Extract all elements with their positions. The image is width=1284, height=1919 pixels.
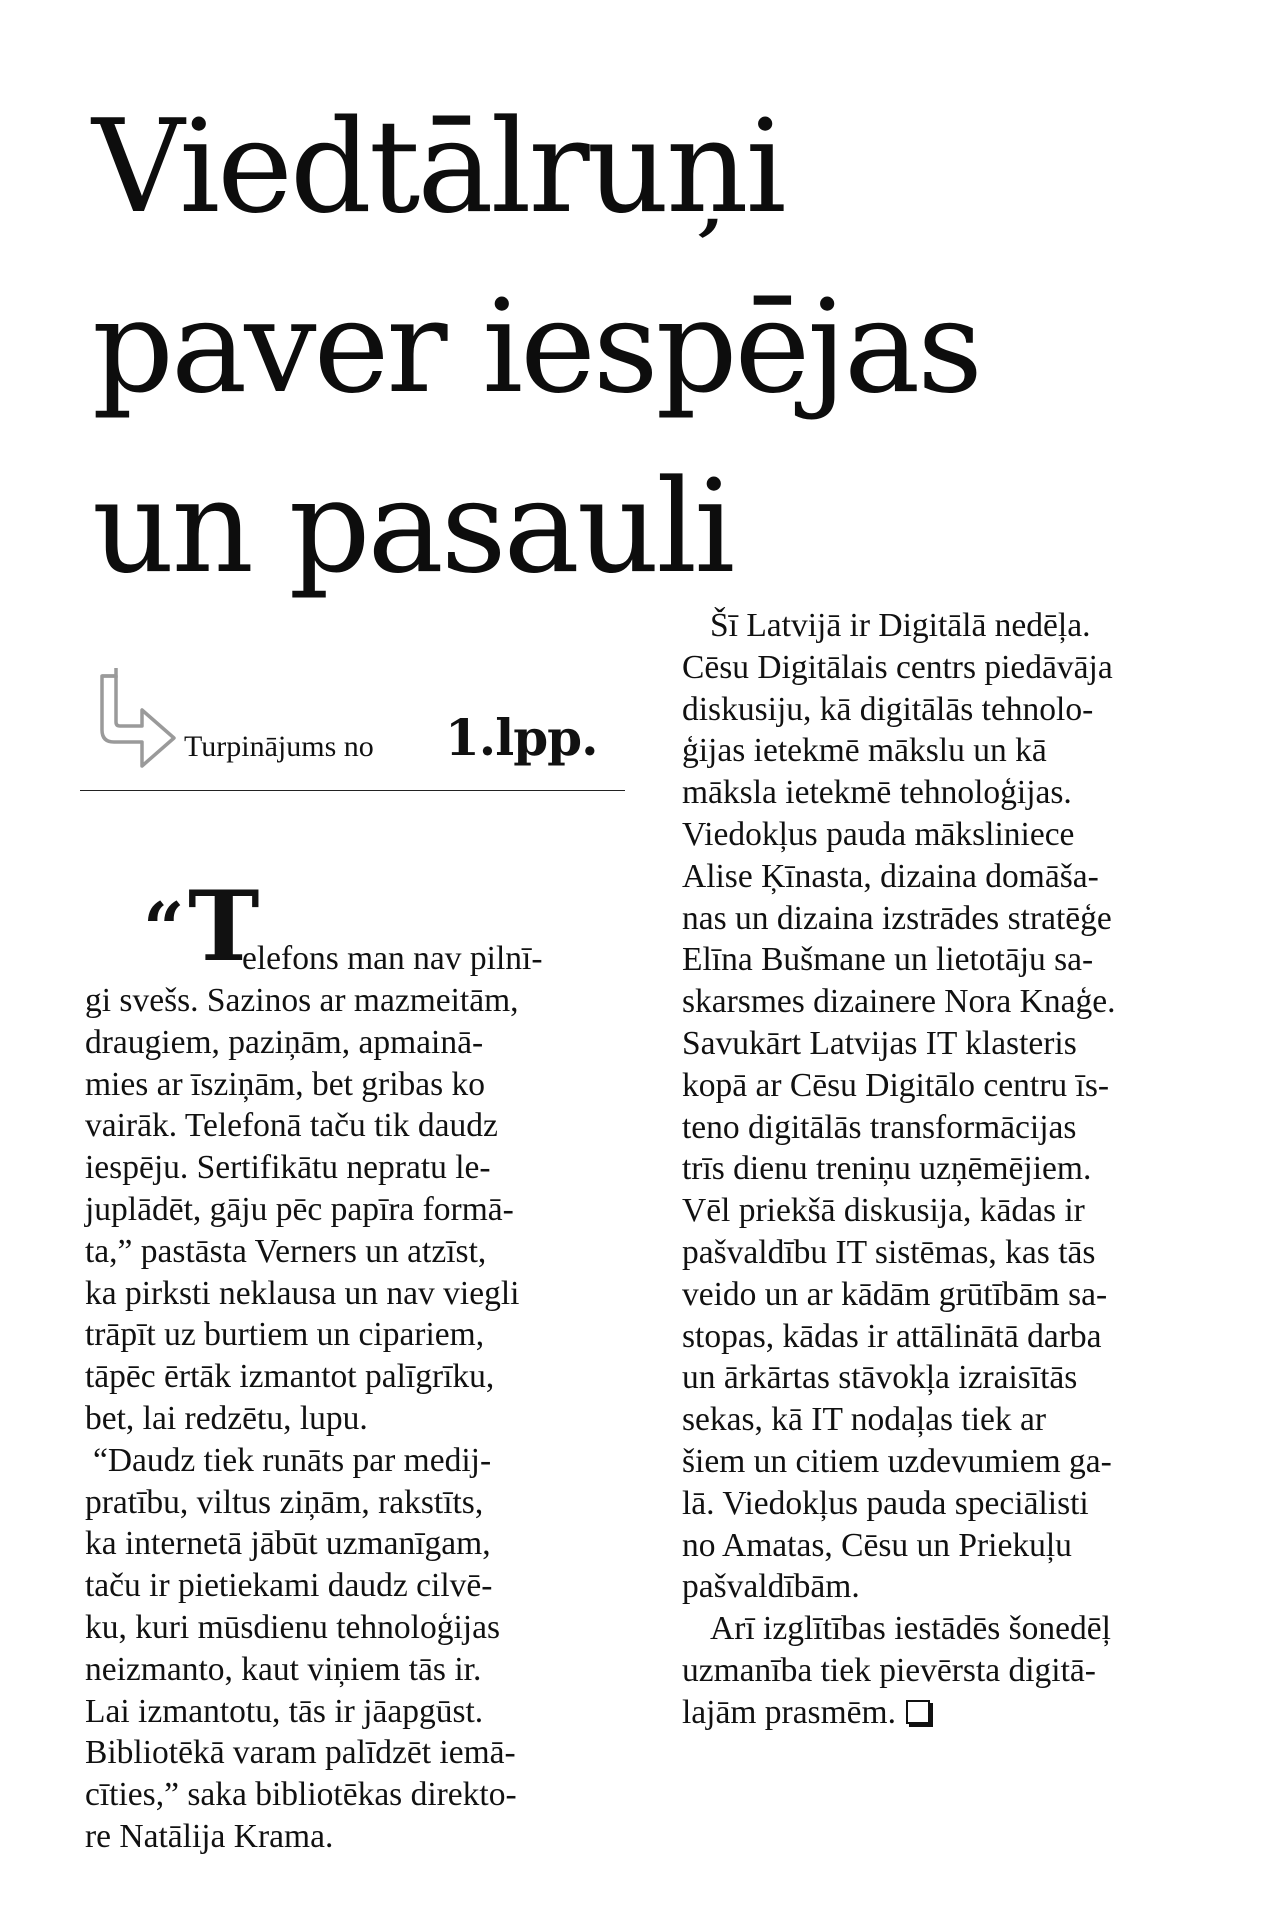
text-line: un ārkārtas stāvokļa izraisītās xyxy=(682,1359,1078,1397)
lead-paragraph-start xyxy=(85,870,630,983)
text-line: Savukārt Latvijas IT klasteris xyxy=(682,1024,1077,1062)
text-line: gi svešs. Sazinos ar mazmeitām, xyxy=(85,982,519,1019)
text-line: tāpēc ērtāk izmantot palīgrīku, xyxy=(85,1358,495,1396)
text-line: skarsmes dizainere Nora Knaģe. xyxy=(682,983,1116,1021)
text-line: Bibliotēkā varam palīdzēt iemā- xyxy=(85,1734,516,1772)
text-line: uzmanība tiek pievērsta digitā- xyxy=(682,1651,1096,1689)
text-line: Vēl priekšā diskusija, kādas ir xyxy=(682,1192,1085,1230)
text-line: veido un ar kādām grūtībām sa- xyxy=(682,1275,1108,1313)
text-line: draugiem, paziņām, apmainā- xyxy=(85,1023,484,1061)
right-column xyxy=(682,605,1222,1734)
text-line: Viedokļus pauda māksliniece xyxy=(682,815,1075,853)
text-line: “Daudz tiek runāts par medij- xyxy=(93,1441,492,1479)
text-line: Cēsu Digitālais centrs piedāvāja xyxy=(682,648,1113,686)
text-line: taču ir pietiekami daudz cilvē- xyxy=(85,1567,493,1605)
text-line: trīs dienu treniņu uzņēmējiem. xyxy=(682,1150,1092,1188)
text-line: kopā ar Cēsu Digitālo centru īs- xyxy=(682,1066,1110,1104)
text-line: pašvaldībām. xyxy=(682,1568,860,1606)
text-line: ta,” pastāsta Verners un atzīst, xyxy=(85,1232,487,1270)
end-square-icon xyxy=(906,1700,930,1724)
text-line: teno digitālās transformācijas xyxy=(682,1108,1077,1146)
quote-mark: “ xyxy=(143,886,185,971)
headline-line: paver iespējas xyxy=(92,273,980,422)
text-line: Šī Latvijā ir Digitālā nedēļa. xyxy=(710,607,1091,644)
text-line: pašvaldību IT sistēmas, kas tās xyxy=(682,1233,1096,1271)
text-line: stopas, kādas ir attālinātā darba xyxy=(682,1317,1102,1355)
text-line: ku, kuri mūsdienu tehnoloģijas xyxy=(85,1608,500,1646)
text-line: ģijas ietekmē mākslu un kā xyxy=(682,732,1047,770)
text-line: iespēju. Sertifikātu nepratu le- xyxy=(85,1149,491,1187)
text-line: Arī izglītības iestādēs šonedēļ xyxy=(710,1610,1111,1648)
text-line: mies ar īsziņām, bet gribas ko xyxy=(85,1065,486,1103)
text-line: ka pirksti neklausa un nav viegli xyxy=(85,1274,520,1312)
text-line: pratību, viltus ziņām, rakstīts, xyxy=(85,1483,484,1521)
continuation-text: Turpinājums no xyxy=(184,730,374,763)
text-line: Elīna Bušmane un lietotāju sa- xyxy=(682,941,1094,979)
text-line: re Natālija Krama. xyxy=(85,1817,334,1855)
dropcap: T xyxy=(188,870,260,983)
text-line: bet, lai redzētu, lupu. xyxy=(85,1399,368,1437)
text-line: vairāk. Telefonā taču tik daudz xyxy=(85,1107,498,1145)
text-line: lā. Viedokļus pauda speciālisti xyxy=(682,1484,1089,1522)
text-line: elefons man nav pilnī- xyxy=(242,940,543,977)
text-line: māksla ietekmē tehnoloģijas. xyxy=(682,774,1072,812)
text-line: lajām prasmēm. xyxy=(682,1693,896,1731)
text-line: šiem un citiem uzdevumiem ga- xyxy=(682,1442,1112,1480)
headline-line: un pasauli xyxy=(92,453,733,602)
text-line: trāpīt uz burtiem un cipariem, xyxy=(85,1316,485,1354)
continuation-page: 1.lpp. xyxy=(445,708,598,767)
headline-line: Viedtālruņi xyxy=(92,93,784,242)
divider xyxy=(80,790,625,791)
text-line: juplādēt, gāju pēc papīra formā- xyxy=(85,1190,514,1228)
left-column xyxy=(85,870,630,1858)
text-line: no Amatas, Cēsu un Priekuļu xyxy=(682,1526,1072,1564)
text-line: Lai izmantotu, tās ir jāapgūst. xyxy=(85,1692,484,1730)
text-line: cīties,” saka bibliotēkas direkto- xyxy=(85,1776,517,1814)
text-line: nas un dizaina izstrādes stratēģe xyxy=(682,899,1112,937)
text-line: Alise Ķīnasta, dizaina domāša- xyxy=(682,857,1099,895)
article-headline xyxy=(92,78,1192,618)
text-line: diskusiju, kā digitālās tehnolo- xyxy=(682,690,1094,728)
text-line-last xyxy=(682,1692,1222,1734)
text-line: neizmanto, kaut viņiem tās ir. xyxy=(85,1650,482,1688)
text-line: ka internetā jābūt uzmanīgam, xyxy=(85,1525,491,1563)
text-line: sekas, kā IT nodaļas tiek ar xyxy=(682,1401,1047,1439)
continuation-note xyxy=(80,660,625,795)
arrow-return-icon xyxy=(92,668,182,778)
